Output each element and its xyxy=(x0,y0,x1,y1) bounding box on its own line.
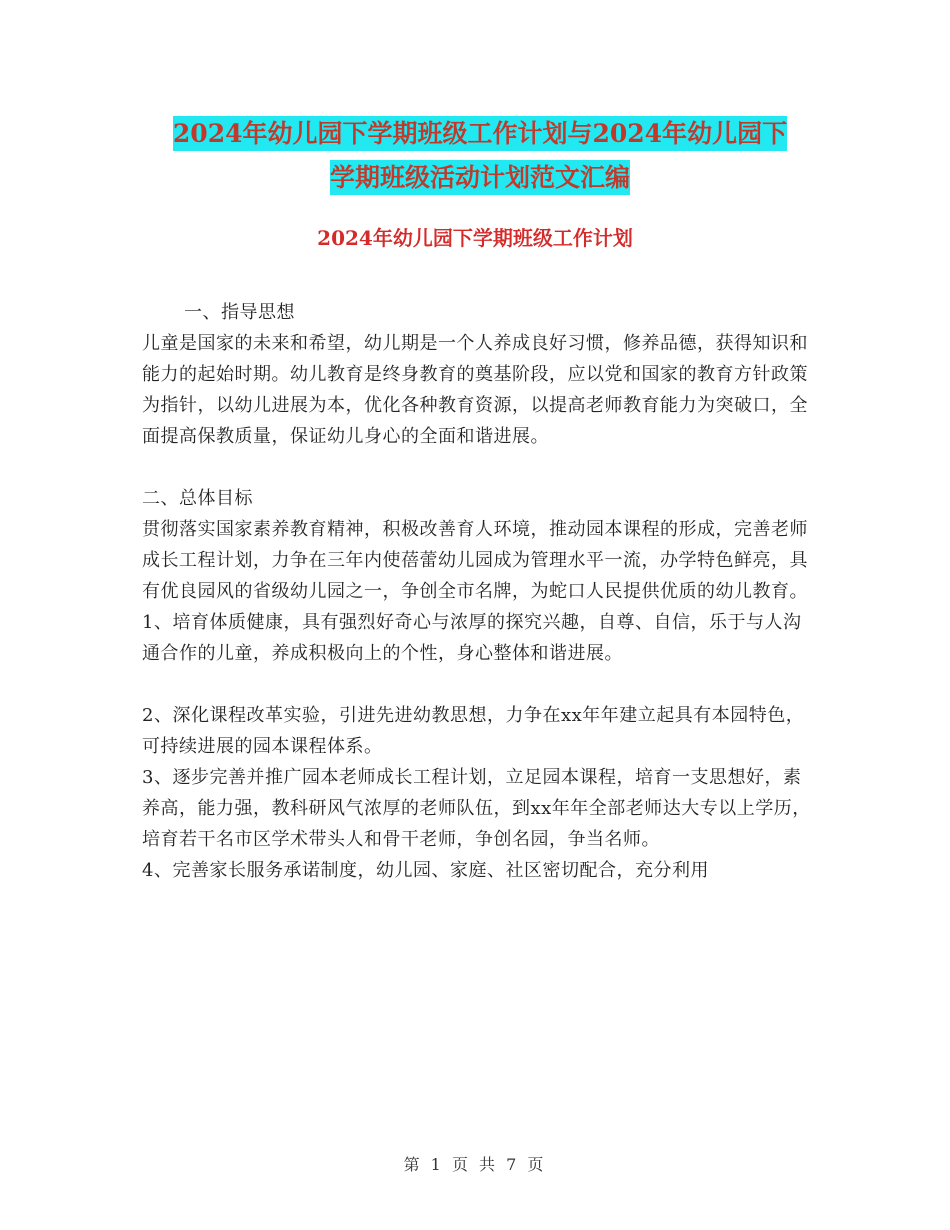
heading-overall-goals: 二、总体目标 xyxy=(142,488,253,509)
paragraph-guiding-ideology: 儿童是国家的未来和希望，幼儿期是一个人养成良好习惯，修养品德，获得知识和能力的起始时期。幼儿教育是终身教育的奠基阶段，应以党和国家的教育方针政策为指针，以幼儿进展为本，优化各种教育资源，以提高老师教育能力为突破口，全面提高保教质量，保证幼儿身心的全面和谐进展。 xyxy=(142,333,808,447)
goal-item-3: 3、逐步完善并推广园本老师成长工程计划，立足园本课程，培育一支思想好，素养高，能力强，教科研风气浓厚的老师队伍，到xx年年全部老师达大专以上学历，培育若干名市区学术带头人和骨干老师，争创名园，争当名师。 xyxy=(142,767,811,850)
page-number-footer: 第 1 页 共 7 页 xyxy=(403,1155,547,1174)
goal-item-1: 1、培育体质健康，具有强烈好奇心与浓厚的探究兴趣，自尊、自信，乐于与人沟通合作的儿童，养成积极向上的个性，身心整体和谐进展。 xyxy=(142,612,802,664)
goal-item-2: 2、深化课程改革实验，引进先进幼教思想，力争在xx年年建立起具有本园特色，可持续进展的园本课程体系。 xyxy=(142,705,805,757)
document-title-line-2: 学期班级活动计划范文汇编 xyxy=(330,160,630,195)
paragraph-spacer xyxy=(142,669,814,700)
goal-item-4: 4、完善家长服务承诺制度，幼儿园、家庭、社区密切配合，充分利用 xyxy=(142,860,709,881)
document-body xyxy=(142,297,814,886)
paragraph-spacer xyxy=(142,452,814,483)
heading-guiding-ideology: 一、指导思想 xyxy=(184,302,295,323)
document-title-line-1: 2024年幼儿园下学期班级工作计划与2024年幼儿园下 xyxy=(173,116,787,151)
section-title: 2024年幼儿园下学期班级工作计划 xyxy=(317,226,633,250)
document-title xyxy=(140,112,820,200)
paragraph-overall-goals: 贯彻落实国家素养教育精神，积极改善育人环境，推动园本课程的形成，完善老师成长工程计划，力争在三年内使蓓蕾幼儿园成为管理水平一流，办学特色鲜亮，具有优良园风的省级幼儿园之一，争创全市名牌，为蛇口人民提供优质的幼儿教育。 xyxy=(142,519,808,602)
